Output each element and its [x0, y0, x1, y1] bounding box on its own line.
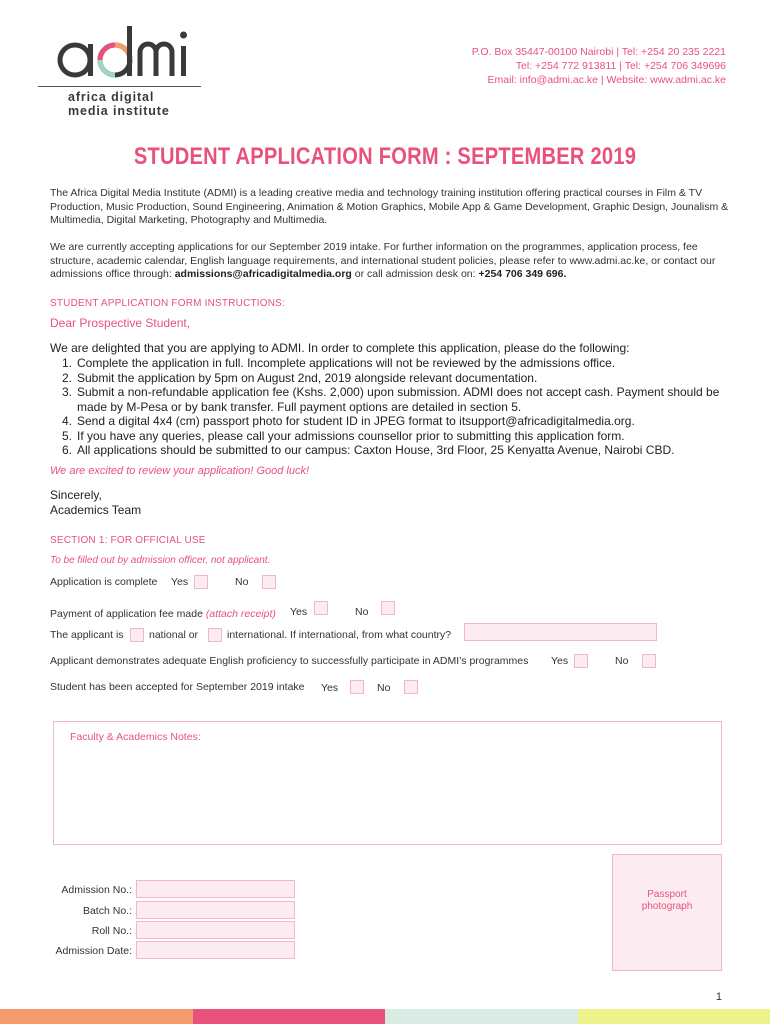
instruction-step: [50, 356, 730, 371]
footer-segment: [193, 1009, 386, 1024]
instructions-heading: STUDENT APPLICATION FORM INSTRUCTIONS:: [50, 298, 286, 309]
international-checkbox[interactable]: [208, 628, 222, 642]
instruction-step-text: If you have any queries, please call your admissions counsellor prior to submitting this application form.: [77, 428, 625, 443]
accepted-yes-checkbox[interactable]: [350, 680, 364, 694]
english-no-label: No: [615, 655, 629, 667]
section1-note: To be filled out by admission officer, not applicant.: [50, 555, 271, 566]
instruction-step-number: 4.: [62, 414, 73, 428]
instruction-step: [50, 443, 730, 458]
national-checkbox[interactable]: [130, 628, 144, 642]
accepted-no-label: No: [377, 682, 391, 694]
batch-no-label: Batch No.:: [82, 905, 132, 917]
instruction-step-number: 1.: [62, 356, 73, 370]
q-english-proficiency: Applicant demonstrates adequate English proficiency to successfully participate in ADMI’s programmes: [50, 655, 529, 667]
instruction-step-text: All applications should be submitted to our campus: Caxton House, 3rd Floor, 25 Kenyatta Avenue, Nairobi CBD.: [77, 443, 675, 457]
q-application-complete: Application is complete: [50, 576, 158, 588]
instruction-step: [50, 371, 730, 386]
signature-team: Academics Team: [50, 502, 142, 517]
footer-segment: [385, 1009, 578, 1024]
english-yes-label: Yes: [551, 655, 569, 667]
section1-heading: SECTION 1: FOR OFFICIAL USE: [50, 535, 206, 546]
logo-subtitle: [68, 90, 170, 118]
contact-line2: Tel: +254 772 913811 | Tel: +254 706 349696: [515, 60, 726, 72]
photo-label-line1: Passport: [647, 889, 687, 900]
accepted-no-checkbox[interactable]: [404, 680, 418, 694]
attach-receipt-note: (attach receipt): [205, 608, 276, 620]
contact-info: [472, 45, 726, 87]
photo-label-line2: photograph: [641, 901, 693, 912]
instructions-lead: We are delighted that you are applying to ADMI. In order to complete this application, please do the following:: [50, 341, 630, 355]
admi-logo: [52, 22, 212, 88]
admission-date-input[interactable]: [136, 941, 295, 959]
admission-no-input[interactable]: [136, 880, 295, 898]
roll-no-label: Roll No.:: [91, 925, 132, 937]
complete-no-label: No: [235, 576, 249, 588]
international-label: international. If international, from what country?: [227, 629, 452, 641]
logo-divider: [38, 86, 201, 87]
passport-photo-box[interactable]: [612, 854, 722, 971]
intro-paragraph-1: The Africa Digital Media Institute (ADMI) is a leading creative media and technology training institution offering practical courses in Film & TV Production, Music Production, Sound Engineering, Animation & Motion Graphics, Mobile App & Game Development, Graphic Design, Jounalism & Multimedia, Digital Marketing, Photography and Multimedia.: [50, 187, 729, 226]
english-yes-checkbox[interactable]: [574, 654, 588, 668]
q-applicant-is: The applicant is: [50, 629, 124, 641]
roll-no-input[interactable]: [136, 921, 295, 939]
admission-no-label: Admission No.:: [61, 884, 132, 896]
logo-subtitle-line2: media institute: [68, 104, 170, 118]
q-accepted: Student has been accepted for September 2019 intake: [50, 681, 305, 693]
admission-date-label: Admission Date:: [55, 945, 132, 957]
payment-yes-label: Yes: [290, 606, 308, 618]
page-number: 1: [715, 991, 722, 1003]
page-title: STUDENT APPLICATION FORM : SEPTEMBER 2019: [133, 143, 637, 170]
english-no-checkbox[interactable]: [642, 654, 656, 668]
instruction-step-text: Submit a non-refundable application fee (Kshs. 2,000) upon submission. ADMI does not accept cash. Payment should be made by M-Pesa or by bank transfer. Full payment options are detailed in section 5.: [77, 385, 720, 414]
instruction-step-number: 3.: [62, 385, 73, 399]
footer-color-bar: [0, 1009, 770, 1024]
footer-segment: [578, 1009, 770, 1024]
intro-text: We are currently accepting applications for our September 2019 intake. For further information on the programmes, application process, fee structure, academic calendar, English language requirements, and international student policies, please refer to www.admi.ac.ke, or contact our admissions office through:: [50, 241, 716, 280]
payment-yes-checkbox[interactable]: [314, 601, 328, 615]
good-luck-note: We are excited to review your application! Good luck!: [50, 465, 310, 477]
accepted-yes-label: Yes: [321, 682, 339, 694]
payment-no-label: No: [355, 606, 369, 618]
instruction-step-text: Submit the application by 5pm on August 2nd, 2019 alongside relevant documentation.: [77, 370, 538, 385]
intro-mid-text: or call admission desk on:: [351, 268, 479, 280]
complete-no-checkbox[interactable]: [262, 575, 276, 589]
q-payment-fee-text: Payment of application fee made: [50, 608, 206, 620]
q-payment-fee: [50, 608, 276, 620]
instruction-step-number: 2.: [62, 370, 73, 385]
national-label: national or: [149, 629, 199, 641]
country-input[interactable]: [464, 623, 657, 641]
batch-no-input[interactable]: [136, 901, 295, 919]
instruction-step-number: 6.: [62, 443, 73, 457]
contact-line3: Email: info@admi.ac.ke | Website: www.admi.ac.ke: [487, 74, 726, 86]
instruction-step-number: 5.: [62, 428, 73, 443]
payment-no-checkbox[interactable]: [381, 601, 395, 615]
instruction-step-text: Send a digital 4x4 (cm) passport photo for student ID in JPEG format to itsupport@africadigitalmedia.org.: [77, 414, 635, 428]
logo-subtitle-line1: africa digital: [68, 90, 155, 104]
signature: [50, 488, 141, 517]
faculty-notes-label: Faculty & Academics Notes:: [70, 731, 201, 743]
instruction-step: [50, 385, 730, 414]
intro-paragraph-2: [50, 241, 730, 282]
footer-segment: [0, 1009, 193, 1024]
instruction-step-text: Complete the application in full. Incomplete applications will not be reviewed by the admissions office.: [77, 356, 616, 370]
greeting: Dear Prospective Student,: [50, 316, 191, 330]
contact-line1: P.O. Box 35447-00100 Nairobi | Tel: +254 20 235 2221: [471, 46, 726, 58]
admissions-phone: +254 706 349 696.: [478, 268, 567, 280]
complete-yes-checkbox[interactable]: [194, 575, 208, 589]
admissions-email-link[interactable]: admissions@africadigitalmedia.org: [174, 268, 352, 280]
instruction-step: [50, 414, 730, 429]
complete-yes-label: Yes: [171, 576, 189, 588]
instructions-list: [50, 356, 730, 458]
signature-closing: Sincerely,: [50, 488, 102, 502]
instruction-step: [50, 429, 730, 444]
